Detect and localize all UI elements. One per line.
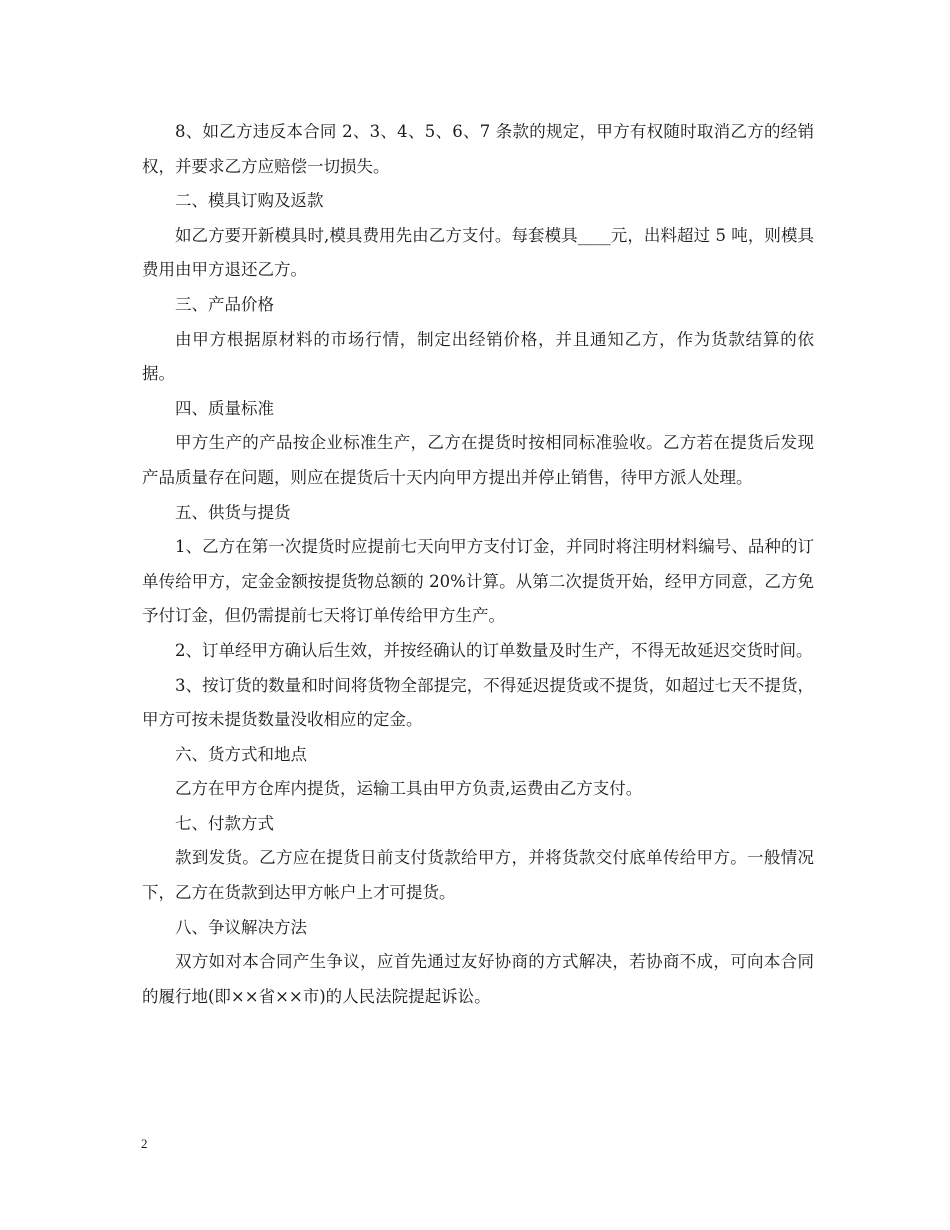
section-heading-product-price: 三、产品价格 xyxy=(175,294,274,314)
delivery-place-paragraph: 乙方在甲方仓库内提货，运输工具由甲方负责,运费由乙方支付。 xyxy=(175,779,643,799)
supply-clause-1-paragraph: 1、乙方在第一次提货时应提前七天向甲方支付订金，并同时将注明材料编号、品种的订单传给甲方，定金金额按提货物总额的 20%计算。从第二次提货开始，经甲方同意，乙方免予付订金，但仍需提前七天将订单传给甲方生产。 xyxy=(142,537,814,626)
section-heading-mold-ordering: 二、模具订购及返款 xyxy=(175,191,324,211)
supply-clause-3-paragraph: 3、按订货的数量和时间将货物全部提完，不得延迟提货或不提货，如超过七天不提货，甲方可按未提货数量没收相应的定金。 xyxy=(142,675,814,730)
section-heading-quality-standard: 四、质量标准 xyxy=(175,398,274,418)
section-heading-supply-delivery: 五、供货与提货 xyxy=(175,502,291,522)
section-heading-delivery-place: 六、货方式和地点 xyxy=(175,744,307,764)
payment-method-paragraph: 款到发货。乙方应在提货日前支付货款给甲方，并将货款交付底单传给甲方。一般情况下，乙方在货款到达甲方帐户上才可提货。 xyxy=(142,848,814,903)
section-heading-dispute-resolution: 八、争议解决方法 xyxy=(175,917,307,937)
clause-8-paragraph: 8、如乙方违反本合同 2、3、4、5、6、7 条款的规定，甲方有权随时取消乙方的经销权，并要求乙方应赔偿一切损失。 xyxy=(142,122,814,176)
page-number: 2 xyxy=(141,1136,148,1151)
product-price-paragraph: 由甲方根据原材料的市场行情，制定出经销价格，并且通知乙方，作为货款结算的依据。 xyxy=(142,329,814,384)
supply-clause-2-paragraph: 2、订单经甲方确认后生效，并按经确认的订单数量及时生产，不得无故延迟交货时间。 xyxy=(175,640,813,660)
document-body xyxy=(142,115,814,1014)
mold-ordering-paragraph: 如乙方要开新模具时,模具费用先由乙方支付。每套模具____元，出料超过 5 吨，则模具费用由甲方退还乙方。 xyxy=(142,225,814,280)
section-heading-payment-method: 七、付款方式 xyxy=(175,813,274,833)
dispute-resolution-paragraph: 双方如对本合同产生争议，应首先通过友好协商的方式解决，若协商不成，可向本合同的履行地(即××省××市)的人民法院提起诉讼。 xyxy=(142,952,814,1006)
quality-standard-paragraph: 甲方生产的产品按企业标准生产，乙方在提货时按相同标准验收。乙方若在提货后发现产品质量存在问题，则应在提货后十天内向甲方提出并停止销售，待甲方派人处理。 xyxy=(142,433,814,487)
